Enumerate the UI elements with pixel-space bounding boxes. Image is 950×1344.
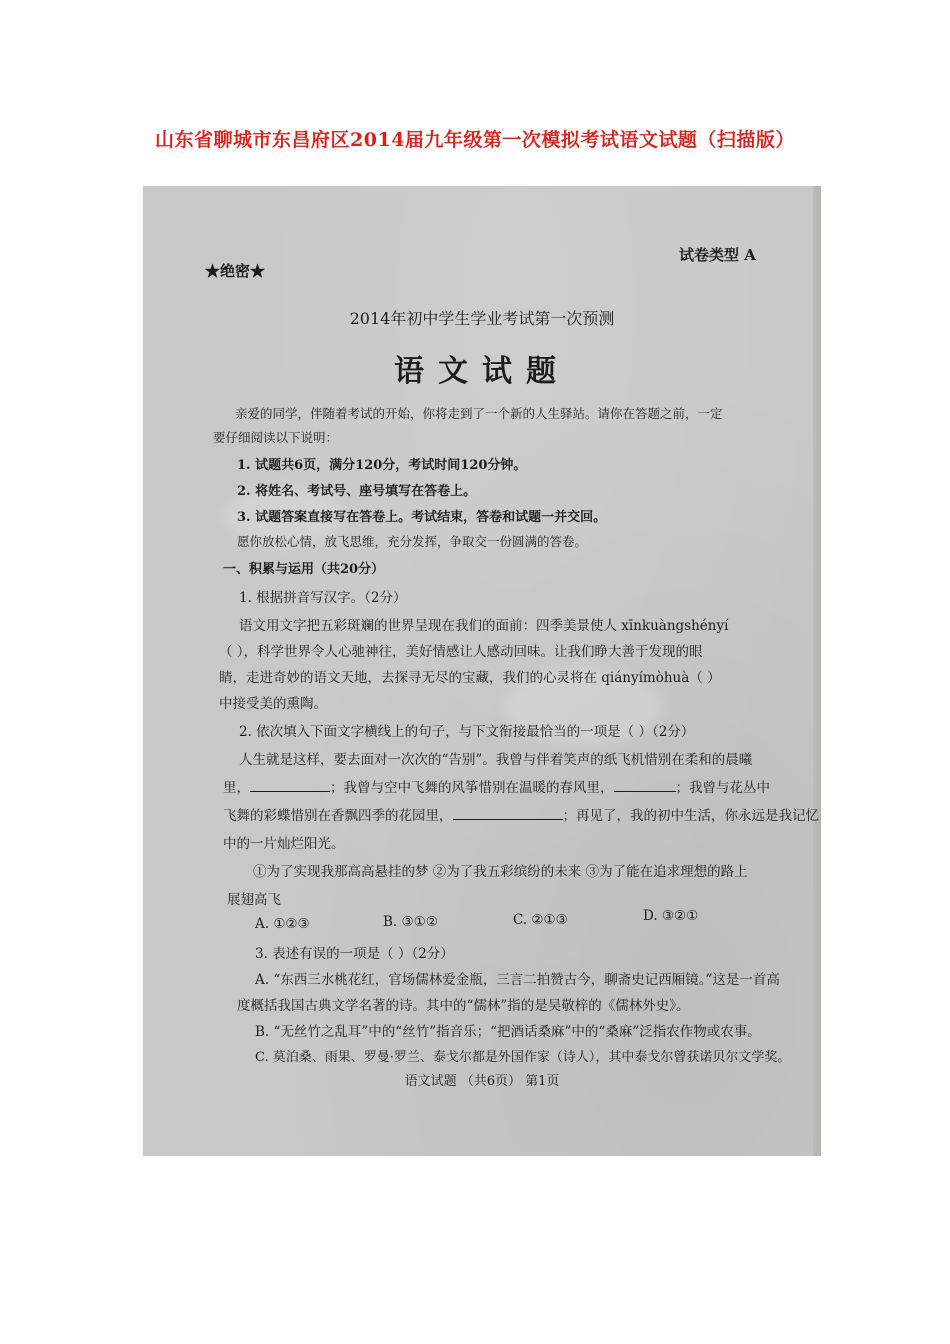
exam-title: 语文试题 <box>394 354 570 389</box>
question-3-option-a: 度概括我国古典文学名著的诗。其中的“儒林”指的是吴敬梓的《儒林外史》。 <box>237 998 690 1014</box>
question-2-text-part: ；再见了，我的初中生活，你永远是我记忆 <box>562 808 819 824</box>
question-3-option-c: C. 莫泊桑、雨果、罗曼·罗兰、泰戈尔都是外国作家（诗人），其中泰戈尔曾获诺贝尔文学奖。 <box>255 1050 791 1065</box>
choice-a: A. ①②③ <box>255 916 310 932</box>
question-1-text: （ ），科学世界令人心驰神往，美好情感让人感动回味。让我们睁大善于发现的眼 <box>219 644 703 660</box>
question-2-text: 人生就是这样，要去面对一次次的“告别”。我曾与伴着笑声的纸飞机惜别在柔和的晨曦 <box>239 752 753 768</box>
scan-edge <box>813 186 821 1156</box>
answer-blank <box>614 779 676 792</box>
document-title: 山东省聊城市东昌府区2014届九年级第一次模拟考试语文试题（扫描版） <box>155 129 795 151</box>
answer-blank <box>453 807 563 820</box>
section-heading: 一、积累与运用（共20分） <box>223 562 385 577</box>
question-1-text: 语文用文字把五彩斑斓的世界呈现在我们的面前：四季美景使人 xīnkuàngshényí <box>239 618 729 634</box>
intro-line: 亲爱的同学，伴随着考试的开始，你将走到了一个新的人生驿站。请你在答题之前，一定 <box>235 406 723 421</box>
choice-c: C. ②①③ <box>513 912 568 928</box>
question-2-text-part: ；我曾与花丛中 <box>675 780 770 796</box>
choice-b: B. ③①② <box>383 914 438 930</box>
question-2-options: ①为了实现我那高高悬挂的梦 ②为了我五彩缤纷的未来 ③为了能在追求理想的路上 <box>253 864 748 880</box>
choice-d: D. ③②① <box>643 908 699 924</box>
question-2-text-part: ；我曾与空中飞舞的风筝惜别在温暖的春风里， <box>330 780 614 796</box>
scanned-exam-page <box>143 186 821 1156</box>
exam-subtitle: 2014年初中学生学业考试第一次预测 <box>349 309 615 328</box>
paper-type: 试卷类型 A <box>679 246 756 264</box>
page-footer: 语文试题 （共6页） 第1页 <box>404 1074 560 1089</box>
question-2-text-part: 里， <box>223 780 250 796</box>
question-2-text <box>223 804 819 824</box>
secret-mark: ★绝密★ <box>205 262 266 280</box>
question-3-option-a: A. “东西三水桃花红，官场儒林爱金瓶，三言二拍赞古今，聊斋史记西厢镜。”这是一首高 <box>255 972 780 988</box>
question-3-option-b: B. “无丝竹之乱耳”中的“丝竹”指音乐；“把酒话桑麻”中的“桑麻”泛指农作物或农事。 <box>255 1024 761 1040</box>
question-2-text <box>223 776 770 796</box>
rule-item: 2. 将姓名、考试号、座号填写在答卷上。 <box>237 484 477 499</box>
question-1-text: 中接受美的熏陶。 <box>219 696 327 712</box>
question-2-text-part: 飞舞的彩蝶惜别在香飘四季的花园里， <box>223 808 453 824</box>
rule-item: 1. 试题共6页，满分120分，考试时间120分钟。 <box>237 458 527 473</box>
rule-item: 3. 试题答案直接写在答卷上。考试结束，答卷和试题一并交回。 <box>237 510 607 525</box>
question-1-stem: 1. 根据拼音写汉字。（2分） <box>239 590 407 606</box>
question-3-stem: 3. 表述有误的一项是（ ）（2分） <box>255 946 454 962</box>
question-2-options: 展翅高飞 <box>227 892 281 908</box>
question-2-stem: 2. 依次填入下面文字横线上的句子，与下文衔接最恰当的一项是（ ）（2分） <box>239 724 695 740</box>
question-2-text: 中的一片灿烂阳光。 <box>223 836 345 852</box>
wish-line: 愿你放松心情，放飞思维，充分发挥，争取交一份圆满的答卷。 <box>237 534 588 549</box>
answer-blank <box>250 779 330 792</box>
question-1-text: 睛，走进奇妙的语文天地，去探寻无尽的宝藏，我们的心灵将在 qiányímòhuà（ ） <box>219 670 721 686</box>
intro-line: 要仔细阅读以下说明： <box>213 430 339 445</box>
